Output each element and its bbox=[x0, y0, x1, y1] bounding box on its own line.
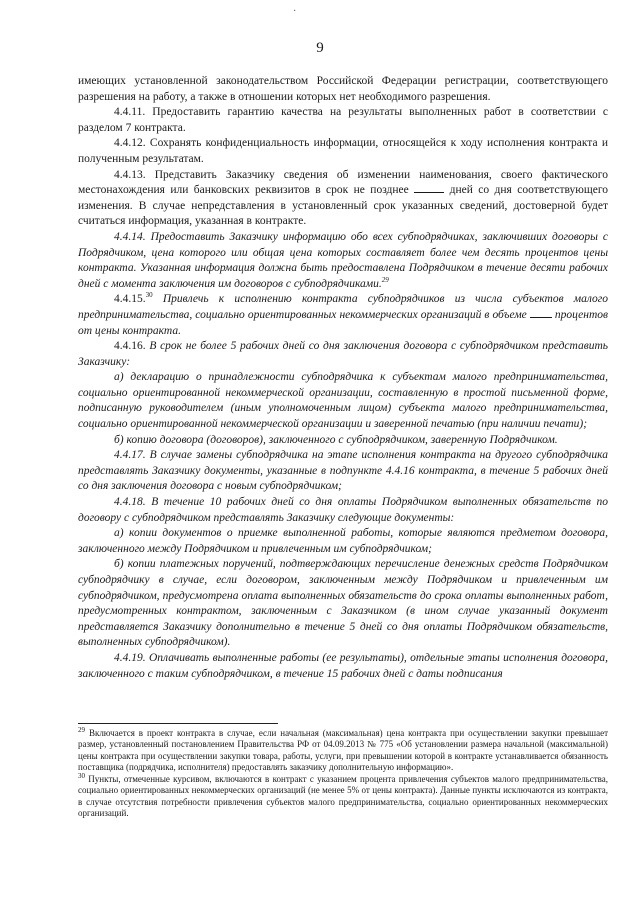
footnote-29-mark: 29 bbox=[78, 726, 85, 734]
footnote-ref-30[interactable]: 30 bbox=[145, 291, 153, 300]
clause-4-4-13-text-a: 4.4.13. Представить Заказчику сведения об изменении наименования, своего фактического местонахождения или банковских реквизитов в срок не позднее bbox=[78, 168, 608, 197]
page-number: 9 bbox=[316, 40, 324, 56]
clause-4-4-14-text: 4.4.14. Предоставить Заказчику информацию обо всех субподрядчиках, заключивших договоры с Подрядчиком, цена которого или общая цена которых составляет более чем десять процентов цены контракта. Указанная информация должна быть предоставлена Подрядчиком в течение десяти рабочих дней с момента заключения им договоров с субподрядчиками. bbox=[78, 230, 608, 290]
clause-4-4-16-text: В срок не более 5 рабочих дней со дня заключения договора с субподрядчиком представить Заказчику: bbox=[78, 340, 609, 368]
clause-4-4-16 bbox=[78, 339, 608, 370]
clause-4-4-15-text-b: процентов от цены контракта. bbox=[78, 308, 609, 337]
clause-4-4-12: 4.4.12. Сохранять конфиденциальность информации, относящейся к ходу исполнения контракта и полученным результатам. bbox=[78, 137, 608, 165]
clause-4-4-15 bbox=[78, 292, 608, 339]
clause-4-4-19: 4.4.19. Оплачивать выполненные работы (ее результаты), отдельные этапы исполнения договора, заключенного с таким субподрядчиком, в течение 15 рабочих дней с даты подписания bbox=[78, 651, 608, 680]
clause-4-4-18: 4.4.18. В течение 10 рабочих дней со дня оплаты Подрядчиком выполненных обязательств по договору с субподрядчиком представлять Заказчику следующие документы: bbox=[78, 496, 608, 524]
clause-4-4-11: 4.4.11. Предоставить гарантию качества на результаты выполненных работ в соответствии с разделом 7 контракта. bbox=[78, 106, 608, 134]
clause-4-4-16-number: 4.4.16. bbox=[114, 340, 146, 353]
blank-days-field bbox=[414, 183, 444, 193]
paragraph-continuation: имеющих установленной законодательством Российской Федерации регистрации, соответствующего разрешения на работу, а также в отношении которых нет необходимого разрешения. bbox=[78, 75, 608, 103]
clause-4-4-13 bbox=[78, 168, 608, 230]
clause-4-4-18-a: а) копии документов о приемке выполненной работы, которые являются предметом договора, заключенного между Подрядчиком и привлеченным им субподрядчиком; bbox=[78, 527, 608, 555]
footnote-29 bbox=[78, 728, 608, 773]
footnote-ref-29[interactable]: 29 bbox=[381, 275, 389, 284]
top-mark: · bbox=[293, 6, 297, 17]
blank-percent-field bbox=[530, 308, 552, 318]
footnote-29-text: Включается в проект контракта в случае, если начальная (максимальная) цена контракта при осуществлении закупки превышает размер, установленный постановлением Правительства РФ от 04.09.2013 № 775 «Об установлении размера начальной (максимальной) цены контракта при осуществлении закупки товара, работы, услуги, при превышении которой в контракте устанавливается обязанность поставщика (подрядчика, исполнителя) предоставлять заказчику дополнительную информацию». bbox=[78, 728, 609, 772]
footnote-30-text: Пункты, отмеченные курсивом, включаются в контракт с указанием процента привлечения субъектов малого предпринимательства, социально ориентированных некоммерческих организаций (не менее 5% от цены контракта). Данные пункты исключаются из контракта, в случае отсутствия потребности привлечения субъектов малого предпринимательства, социально ориентированных некоммерческих организаций. bbox=[78, 774, 609, 819]
document-body bbox=[78, 74, 608, 682]
footnotes bbox=[78, 728, 608, 820]
clause-4-4-15-text-a: Привлечь к исполнению контракта субподрядчиков из числа субъектов малого предпринимательства, социально ориентированных некоммерческих организаций в объеме bbox=[78, 293, 608, 321]
clause-4-4-16-b: б) копию договора (договоров), заключенного с субподрядчиком, заверенную Подрядчиком. bbox=[114, 433, 558, 446]
clause-4-4-16-a: а) декларацию о принадлежности субподрядчика к субъектам малого предпринимательства, социально ориентированной некоммерческой организации, составленную в простой письменной форме, подписанную руководителем (иным уполномоченным лицом) субъекта малого предпринимательства, социально ориентированной некоммерческой организации и заверенной печатью (при наличии печати); bbox=[78, 371, 608, 431]
footnote-30 bbox=[78, 774, 608, 819]
clause-4-4-15-number: 4.4.15. bbox=[114, 293, 146, 306]
clause-4-4-14 bbox=[78, 230, 608, 292]
clause-4-4-18-b: б) копии платежных поручений, подтверждающих перечисление денежных средств Подрядчиком субподрядчику в случае, если договором, заключенным между Подрядчиком и привлеченным им субподрядчиком, предусмотрена оплата выполненных обязательств до срока оплаты выполненных работ, предусмотренных контрактом, заключенным с Заказчиком (в ином случае указанный документ представляется Заказчику дополнительно в течение 5 дней со дня оплаты Подрядчиком обязательств, выполненных субподрядчиком). bbox=[78, 558, 608, 649]
footnote-separator bbox=[78, 723, 278, 724]
clause-4-4-13-text-b: дней со дня соответствующего изменения. В случае непредставления в установленный срок указанных сведений, достоверной будет считаться информация, указанная в контракте. bbox=[78, 184, 609, 228]
clause-4-4-17: 4.4.17. В случае замены субподрядчика на этапе исполнения контракта на другого субподрядчика представлять Заказчику документы, указанные в подпункте 4.4.16 контракта, в течение 5 рабочих дней со дня заключения договора с новым субподрядчиком; bbox=[78, 449, 608, 493]
footnote-30-mark: 30 bbox=[78, 772, 85, 781]
